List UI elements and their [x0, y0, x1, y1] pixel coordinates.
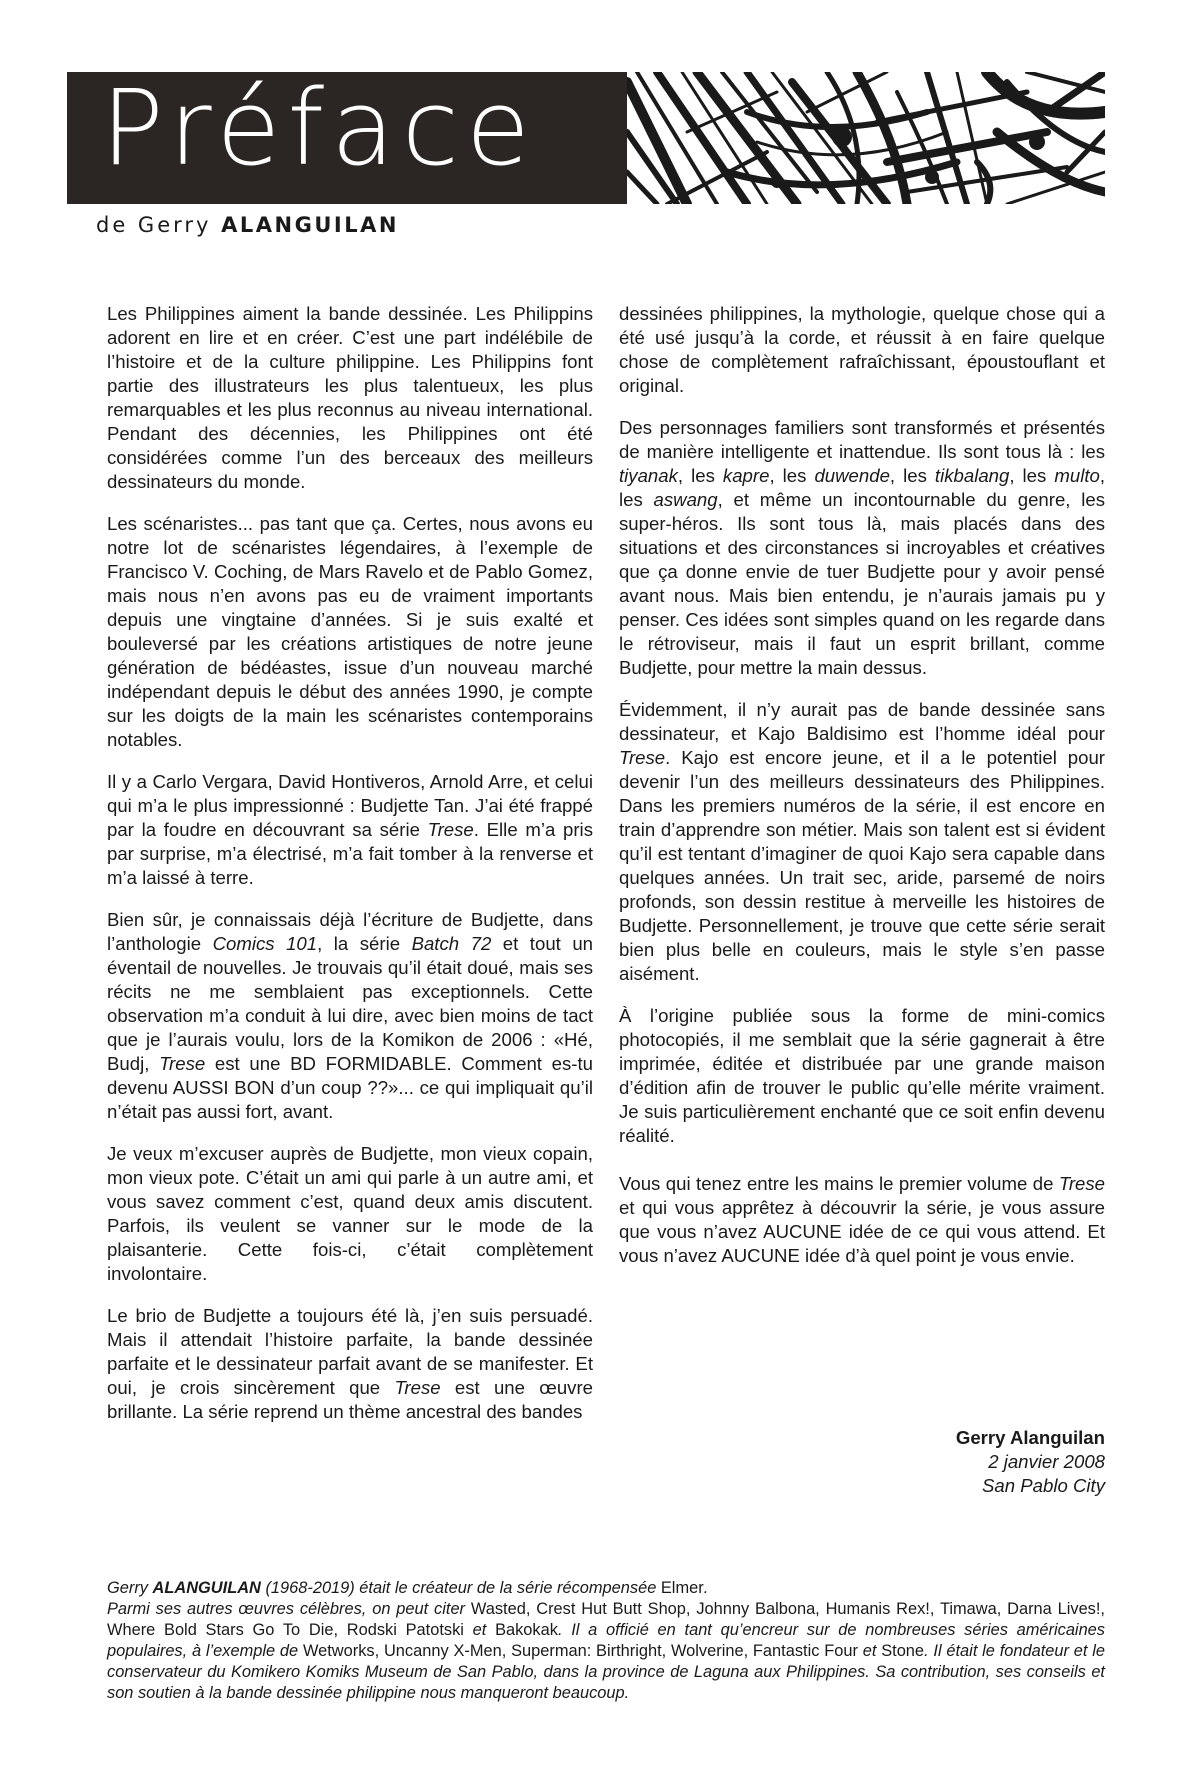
text-run: et: [857, 1642, 882, 1660]
paragraph: [107, 1304, 593, 1424]
text-run: , la série: [317, 933, 412, 954]
text-run: , les: [1009, 465, 1055, 486]
italic-title: Trese: [427, 819, 474, 840]
text-run: et tout un éventail de nouvelles. Je trouvais qu’il était doué, mais ses récits ne me semblaient pas exceptionnels. Cette observation m’a conduit à lui dire, avec bien moins de tact que je l’aurais voulu, lors de la Komikon de 2006 : «Hé, Budj,: [107, 933, 594, 1074]
paragraph: [619, 416, 1105, 680]
text-run: Le brio de Budjette a toujours été là, j’en suis persuadé. Mais il attendait l’histoire parfaite, la bande dessinée parfaite et le dessinateur parfait avant de se manifester. Et oui, je crois sincèrement que: [107, 1305, 593, 1398]
bio-author-name: ALANGUILAN: [152, 1579, 261, 1597]
text-run: Il y a Carlo Vergara, David Hontiveros, Arnold Arre, et celui qui m’a le plus impressionné : Budjette Tan. J’ai été frappé par la foudre en découvrant sa série: [107, 771, 593, 840]
byline: [96, 213, 399, 237]
text-run: . Kajo est encore jeune, et il a le potentiel pour devenir l’un des meilleurs dessinateurs des Philippines. Dans les premiers numéros de la série, il est encore en train d’apprendre son métier. Mais son talent est si évident qu’il est tentant d’imaginer de quoi Kajo sera capable dans quelques années. Un trait sec, aride, parsemé de noirs profonds, son dessin restitue à merveille les histoires de Budjette. Personnellement, je trouve que cette série serait bien plus belle en couleurs, mais le style s’en passe aisément.: [619, 747, 1105, 984]
italic-term: kapre: [722, 465, 770, 486]
work-title: Elmer: [660, 1579, 704, 1597]
text-run: , les: [889, 465, 935, 486]
text-run: , et même un incontournable du genre, les super-héros. Ils sont tous là, mais placés dans des situations et des circonstances si incroyables et créatives que ça donne envie de tuer Budjette pour y avoir pensé avant nous. Mais bien entendu, je n’aurais jamais pu y penser. Ces idées sont simples quand on les regarde dans le rétroviseur, mais il faut un esprit brillant, comme Budjette, pour mettre la main dessus.: [619, 489, 1105, 678]
bio-line-1: [107, 1578, 1105, 1599]
italic-term: tiyanak: [619, 465, 678, 486]
text-run: .: [703, 1579, 709, 1597]
italic-title: Trese: [394, 1377, 441, 1398]
italic-term: duwende: [814, 465, 890, 486]
right-column: [619, 302, 1105, 1268]
text-run: est une œuvre brillante. La série reprend un thème ancestral des bandes: [107, 1377, 593, 1422]
paragraph: [107, 770, 593, 890]
paragraph: Les scénaristes... pas tant que ça. Certes, nous avons eu notre lot de scénaristes légendaires, à l’exemple de Francisco V. Coching, de Mars Ravelo et de Pablo Gomez, mais nous n’en avons pas eu de vraiment importants depuis une vingtaine d’années. Si je suis exalté et bouleversé par les créations artistiques de notre jeune génération de bédéastes, issue d’un nouveau marché indépendant depuis le début des années 1990, je compte sur les doigts de la main les scénaristes contemporains notables.: [107, 513, 593, 750]
text-run: Évidemment, il n’y aurait pas de bande dessinée sans dessinateur, et Kajo Baldisimo est l’homme idéal pour: [619, 699, 1105, 744]
signature-place: San Pablo City: [982, 1475, 1105, 1496]
work-title: Stone: [881, 1642, 925, 1660]
bio-line-2: [107, 1599, 1105, 1704]
text-run: , les: [677, 465, 723, 486]
italic-term: multo: [1054, 465, 1100, 486]
text-run: et qui vous apprêtez à découvrir la série, je vous assure que vous n’avez AUCUNE idée de ce qui vous attend. Et vous n’avez AUCUNE idée d’à quel point je vous envie.: [619, 1197, 1105, 1266]
work-title: Bakokak: [495, 1621, 558, 1639]
text-run: . Elle m’a pris par surprise, m’a électrisé, m’a fait tomber à la renverse et m’a laissé à terre.: [107, 819, 593, 888]
paragraph: À l’origine publiée sous la forme de mini-comics photocopiés, il me semblait que la série gagnerait à être imprimée, éditée et distribuée par une grande maison d’édition afin de trouver le public qu’elle mérite vraiment. Je suis particulièrement enchanté que ce soit enfin devenu réalité.: [619, 1005, 1105, 1146]
signature-name: Gerry Alanguilan: [955, 1427, 1105, 1448]
italic-title: Trese: [159, 1053, 206, 1074]
text-run: Bien sûr, je connaissais déjà l’écriture de Budjette, dans l’anthologie: [107, 909, 593, 954]
text-run: Gerry: [107, 1579, 153, 1597]
work-titles: Wasted, Crest Hut Butt Shop, Johnny Balbona, Humanis Rex!, Timawa, Darna Lives!, Where Bold Stars Go To Die, Rodski Patotski: [107, 1600, 1105, 1639]
paragraph: dessinées philippines, la mythologie, quelque chose qui a été usé jusqu’à la corde, et réussit à en faire quelque chose de complètement rafraîchissant, époustouflant et original.: [619, 303, 1105, 396]
paragraph: [619, 698, 1105, 986]
byline-prefix: de Gerry: [96, 213, 212, 237]
italic-title: Batch 72: [411, 933, 492, 954]
paragraph: [107, 908, 593, 1124]
text-run: , les: [619, 465, 1105, 510]
text-run: et: [463, 1621, 496, 1639]
italic-title: Trese: [1058, 1173, 1105, 1194]
signature-block: [700, 1426, 1105, 1498]
text-run: est une BD FORMIDABLE. Comment es-tu devenu AUSSI BON d’un coup ??»... ce qui impliquait qu’il n’était pas aussi fort, avant.: [107, 1053, 593, 1122]
italic-term: tikbalang: [934, 465, 1010, 486]
left-column: [107, 302, 593, 1424]
work-titles: Wetworks, Uncanny X-Men, Superman: Birthright, Wolverine, Fantastic Four: [302, 1642, 858, 1660]
paragraph: Je veux m’excuser auprès de Budjette, mon vieux copain, mon vieux pote. C’était un ami qui parle à un autre ami, et vous savez comment c’est, quand deux amis discutent. Parfois, ils veulent se vanner sur le mode de la plaisanterie. Cette fois-ci, c’était complètement involontaire.: [107, 1143, 593, 1284]
text-run: (1968-2019) était le créateur de la série récompensée: [260, 1579, 661, 1597]
signature-date: 2 janvier 2008: [988, 1451, 1105, 1472]
header-banner: [67, 72, 1105, 204]
text-run: Parmi ses autres œuvres célèbres, on peut citer: [107, 1600, 471, 1618]
banner-illustration: [627, 72, 1105, 204]
text-run: . Il était le fondateur et le conservateur du Komikero Komiks Museum de San Pablo, dans la province de Laguna aux Philippines. Sa contribution, ses conseils et son soutien à la bande dessinée philippine nous manqueront beaucoup.: [107, 1642, 1106, 1702]
page-title: Préface: [101, 72, 537, 189]
paragraph: [619, 1172, 1105, 1268]
italic-term: aswang: [653, 489, 718, 510]
text-run: Vous qui tenez entre les mains le premier volume de: [619, 1173, 1059, 1194]
byline-author: ALANGUILAN: [221, 213, 399, 237]
author-bio: [107, 1578, 1105, 1704]
italic-title: Comics 101: [212, 933, 318, 954]
italic-title: Trese: [619, 747, 666, 768]
text-run: . Il a officié en tant qu’encreur sur de nombreuses séries américaines populaires, à l’exemple de: [107, 1621, 1105, 1660]
paragraph: Les Philippines aiment la bande dessinée. Les Philippins adorent en lire et en créer. C’est une part indélébile de l’histoire et de la culture philippine. Les Philippins font partie des illustrateurs les plus talentueux, les plus remarquables et les plus reconnus au niveau international. Pendant des décennies, les Philippines ont été considérées comme l’un des berceaux des meilleurs dessinateurs du monde.: [107, 303, 593, 492]
text-run: Des personnages familiers sont transformés et présentés de manière intelligente et inattendue. Ils sont tous là : les: [619, 417, 1105, 462]
text-run: , les: [769, 465, 815, 486]
